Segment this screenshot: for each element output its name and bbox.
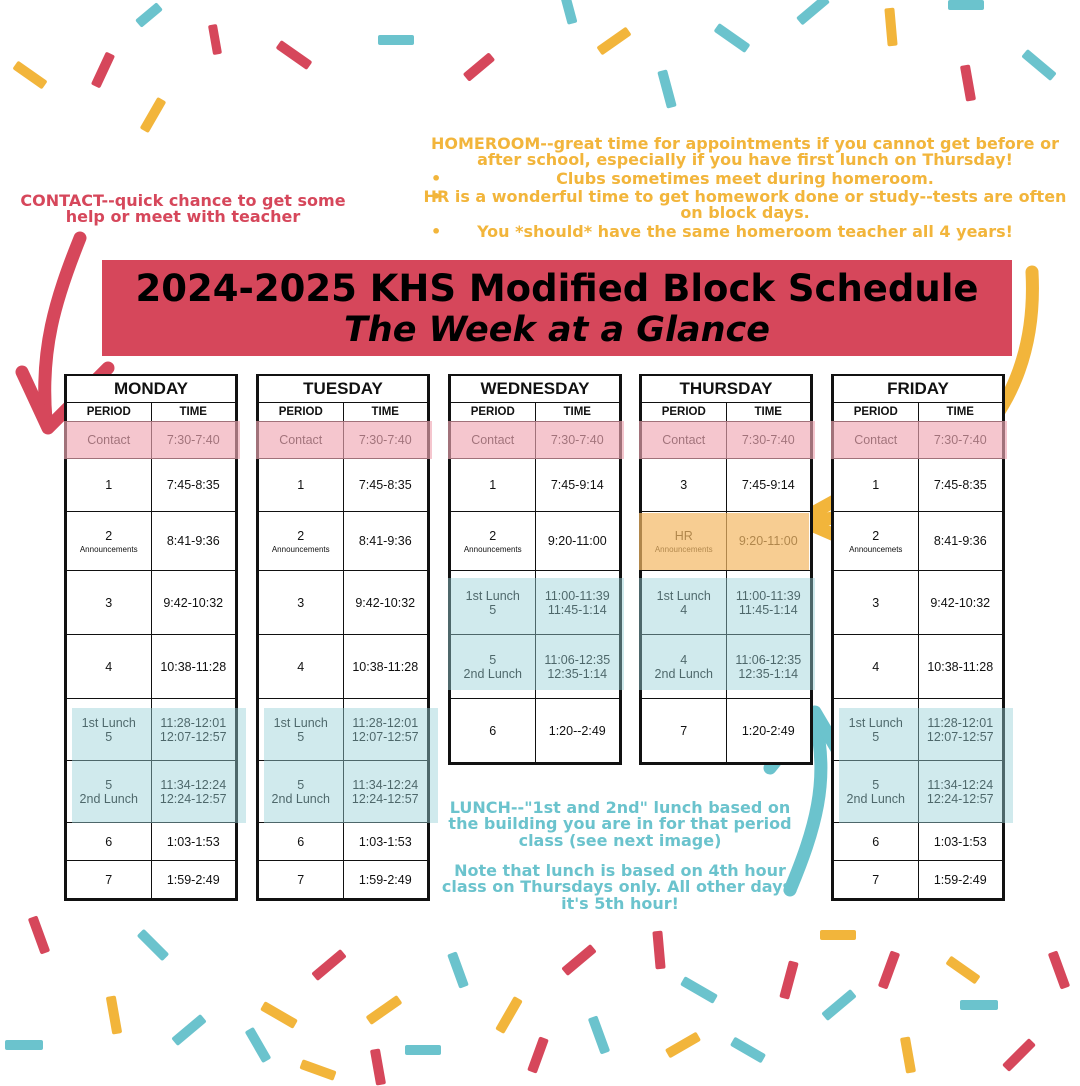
period-cell [834, 635, 919, 699]
period-label: 1 [872, 478, 880, 492]
time-value: 11:00-11:39 [735, 588, 801, 603]
period-cell [67, 861, 152, 899]
schedule-row [67, 512, 236, 571]
time-cell [343, 459, 428, 512]
period-label: 1st Lunch [465, 588, 520, 603]
contact-note [18, 193, 348, 226]
schedule-row [67, 861, 236, 899]
time-value: 7:45-9:14 [741, 478, 795, 492]
period-cell [67, 823, 152, 861]
schedule-row [834, 823, 1003, 861]
period-cell [259, 571, 344, 635]
period-column-header: PERIOD [834, 403, 919, 422]
schedule-row [451, 512, 620, 571]
period-label: 2 [872, 528, 880, 543]
period-label-secondary: 4 [680, 602, 688, 617]
time-column-header: TIME [535, 403, 620, 422]
period-label: 6 [872, 834, 880, 849]
time-value: 10:38-11:28 [160, 659, 227, 674]
schedule-row [451, 699, 620, 763]
period-label: 1 [489, 478, 497, 492]
lunch-note [440, 800, 800, 926]
lunch-highlight [839, 708, 1013, 823]
time-value: 7:45-9:14 [550, 478, 604, 492]
homeroom-note-text: HOMEROOM--great time for appointments if you cannot get before or after school, especially if you have first lunch on Thursday! [431, 134, 1059, 170]
period-label: 5 [872, 777, 880, 792]
period-column-header: PERIOD [259, 403, 344, 422]
time-column-header: TIME [726, 403, 811, 422]
period-column-header: PERIOD [642, 403, 727, 422]
time-cell [343, 635, 428, 699]
schedule-row [259, 861, 428, 899]
period-cell [834, 512, 919, 571]
time-value-secondary: 12:24-12:57 [926, 791, 994, 806]
homeroom-bullet: • HR is a wonderful time to get homework done or study--tests are often on block days. [415, 189, 1075, 222]
day-name: THURSDAY [642, 376, 811, 403]
homeroom-bullet: • Clubs sometimes meet during homeroom. [415, 171, 1075, 187]
time-value-secondary: 12:07-12:57 [351, 729, 419, 744]
period-cell [834, 459, 919, 512]
schedule-row [834, 512, 1003, 571]
period-label-secondary: 2nd Lunch [846, 791, 905, 806]
period-label: 4 [680, 652, 688, 667]
period-label-secondary: 2nd Lunch [271, 791, 330, 806]
time-cell [918, 823, 1003, 861]
period-cell [451, 459, 536, 512]
homeroom-highlight [639, 513, 809, 570]
time-cell [918, 459, 1003, 512]
schedule-row [67, 823, 236, 861]
schedule-row [642, 699, 811, 763]
day-name: TUESDAY [259, 376, 428, 403]
period-cell [834, 571, 919, 635]
time-value: 1:03-1:53 [358, 834, 412, 849]
time-value: 11:06-12:35 [735, 652, 802, 667]
period-label: 4 [872, 659, 880, 674]
time-value-secondary: 11:45-1:14 [738, 602, 798, 617]
contact-highlight [639, 421, 815, 459]
time-value: 10:38-11:28 [927, 659, 994, 674]
time-value-secondary: 12:35-1:14 [547, 666, 608, 681]
lunch-highlight [72, 708, 246, 823]
time-value: 7:45-8:35 [358, 478, 412, 492]
homeroom-bullets [415, 168, 1075, 241]
time-cell [343, 512, 428, 571]
time-cell [535, 699, 620, 763]
homeroom-bullet: • You *should* have the same homeroom teacher all 4 years! [415, 224, 1075, 240]
period-label: 3 [872, 595, 880, 610]
schedule-row [67, 635, 236, 699]
time-cell [151, 861, 236, 899]
period-label-secondary: 2nd Lunch [79, 791, 138, 806]
time-cell [918, 861, 1003, 899]
period-label: 5 [105, 777, 113, 792]
lunch-note-text: LUNCH--"1st and 2nd" lunch based on the building you are in for that period class (see next image) [448, 798, 792, 850]
period-label: 4 [297, 659, 305, 674]
period-cell [259, 823, 344, 861]
period-cell [67, 571, 152, 635]
title-banner [102, 260, 1012, 356]
time-column-header: TIME [343, 403, 428, 422]
schedule-row [67, 459, 236, 512]
period-sublabel: Announcemets [849, 544, 903, 554]
period-label: 7 [872, 872, 880, 887]
time-value: 8:41-9:36 [166, 534, 220, 548]
page-title: 2024-2025 KHS Modified Block Schedule [135, 267, 979, 310]
time-value: 8:41-9:36 [933, 534, 987, 548]
time-cell [343, 823, 428, 861]
time-value-secondary: 12:07-12:57 [159, 729, 227, 744]
time-value: 9:42-10:32 [163, 595, 224, 610]
contact-highlight [256, 421, 432, 459]
period-label: 1st Lunch [273, 715, 328, 730]
period-label: 1 [105, 478, 113, 492]
period-label: 2 [489, 528, 497, 543]
period-column-header: PERIOD [67, 403, 152, 422]
period-cell [834, 861, 919, 899]
time-cell [918, 635, 1003, 699]
period-label: 6 [105, 834, 113, 849]
time-cell [726, 459, 811, 512]
time-cell [151, 512, 236, 571]
homeroom-note [415, 136, 1075, 242]
period-label: 3 [105, 595, 113, 610]
period-cell [451, 699, 536, 763]
schedule-row [259, 571, 428, 635]
time-value: 11:28-12:01 [927, 715, 994, 730]
period-label: 3 [297, 595, 305, 610]
time-value-secondary: 12:24-12:57 [159, 791, 227, 806]
time-value: 7:45-8:35 [166, 478, 220, 492]
period-label: 1 [297, 478, 305, 492]
period-label: 6 [297, 834, 305, 849]
period-label: 2 [105, 528, 113, 543]
day-name: WEDNESDAY [451, 376, 620, 403]
schedule-row [642, 459, 811, 512]
lunch-note-detail: Note that lunch is based on 4th hour class on Thursdays only. All other days, it's 5th hour! [441, 860, 799, 913]
schedule-row [834, 635, 1003, 699]
time-value: 10:38-11:28 [352, 659, 419, 674]
time-value: 11:00-11:39 [544, 588, 610, 603]
contact-highlight [831, 421, 1007, 459]
time-cell [726, 699, 811, 763]
period-cell [259, 635, 344, 699]
time-value: 1:03-1:53 [166, 834, 220, 849]
schedule-row [834, 459, 1003, 512]
period-cell [834, 823, 919, 861]
time-cell [151, 571, 236, 635]
schedule-row [259, 635, 428, 699]
period-label-secondary: 5 [105, 729, 113, 744]
period-label: 1st Lunch [848, 715, 903, 730]
time-value: 11:28-12:01 [352, 715, 419, 730]
schedule-row [451, 459, 620, 512]
period-label: 5 [489, 652, 497, 667]
period-column-header: PERIOD [451, 403, 536, 422]
period-label: 1st Lunch [656, 588, 711, 603]
time-value: 11:06-12:35 [544, 652, 611, 667]
period-cell [67, 635, 152, 699]
time-cell [151, 459, 236, 512]
contact-highlight [448, 421, 624, 459]
period-cell [259, 459, 344, 512]
time-column-header: TIME [918, 403, 1003, 422]
schedule-row [259, 823, 428, 861]
lunch-highlight [448, 578, 624, 690]
period-label-secondary: 2nd Lunch [463, 666, 522, 681]
schedule-row [834, 861, 1003, 899]
time-cell [535, 512, 620, 571]
time-value: 9:42-10:32 [930, 595, 991, 610]
contact-note-text: CONTACT--quick chance to get some help or meet with teacher [20, 191, 346, 227]
period-label: 5 [297, 777, 305, 792]
lunch-highlight [639, 578, 815, 690]
day-name: MONDAY [67, 376, 236, 403]
time-value: 9:20-11:00 [547, 534, 607, 548]
lunch-highlight [264, 708, 438, 823]
time-value-secondary: 11:45-1:14 [547, 602, 607, 617]
time-value-secondary: 12:35-1:14 [738, 666, 799, 681]
schedule-row [67, 571, 236, 635]
period-label-secondary: 5 [872, 729, 880, 744]
time-cell [151, 823, 236, 861]
period-cell [259, 861, 344, 899]
period-label-secondary: 2nd Lunch [654, 666, 713, 681]
period-label: 7 [680, 723, 688, 738]
period-label-secondary: 5 [489, 602, 497, 617]
time-value: 1:59-2:49 [358, 872, 412, 887]
period-label: 1st Lunch [81, 715, 136, 730]
period-label: 6 [489, 723, 497, 738]
period-label: 7 [297, 872, 305, 887]
time-value-secondary: 12:07-12:57 [926, 729, 994, 744]
period-label: 3 [680, 478, 688, 492]
period-sublabel: Announcements [79, 544, 138, 554]
time-value: 1:20-2:49 [741, 723, 795, 738]
page-subtitle: The Week at a Glance [343, 310, 771, 350]
time-value: 1:20--2:49 [548, 723, 606, 738]
schedule-row [259, 459, 428, 512]
period-sublabel: Announcements [271, 544, 330, 554]
period-cell [451, 512, 536, 571]
time-cell [918, 512, 1003, 571]
schedule-row [834, 571, 1003, 635]
time-cell [151, 635, 236, 699]
time-value-secondary: 12:24-12:57 [351, 791, 419, 806]
time-value: 9:42-10:32 [355, 595, 416, 610]
time-column-header: TIME [151, 403, 236, 422]
schedule-row [259, 512, 428, 571]
time-value: 11:34-12:24 [927, 777, 994, 792]
day-name: FRIDAY [834, 376, 1003, 403]
time-value: 1:03-1:53 [933, 834, 987, 849]
period-label: 7 [105, 872, 113, 887]
time-cell [343, 861, 428, 899]
time-value: 7:45-8:35 [933, 478, 987, 492]
time-value: 11:34-12:24 [352, 777, 419, 792]
period-label: 2 [297, 528, 305, 543]
period-label-secondary: 5 [297, 729, 305, 744]
contact-highlight [64, 421, 240, 459]
period-label: 4 [105, 659, 113, 674]
time-value: 1:59-2:49 [166, 872, 220, 887]
period-cell [259, 512, 344, 571]
time-value: 1:59-2:49 [933, 872, 987, 887]
period-cell [642, 699, 727, 763]
time-value: 11:28-12:01 [160, 715, 227, 730]
period-sublabel: Announcements [463, 544, 522, 554]
period-cell [67, 512, 152, 571]
period-cell [67, 459, 152, 512]
time-cell [535, 459, 620, 512]
time-value: 11:34-12:24 [160, 777, 227, 792]
time-value: 8:41-9:36 [358, 534, 412, 548]
time-cell [918, 571, 1003, 635]
time-cell [343, 571, 428, 635]
period-cell [642, 459, 727, 512]
